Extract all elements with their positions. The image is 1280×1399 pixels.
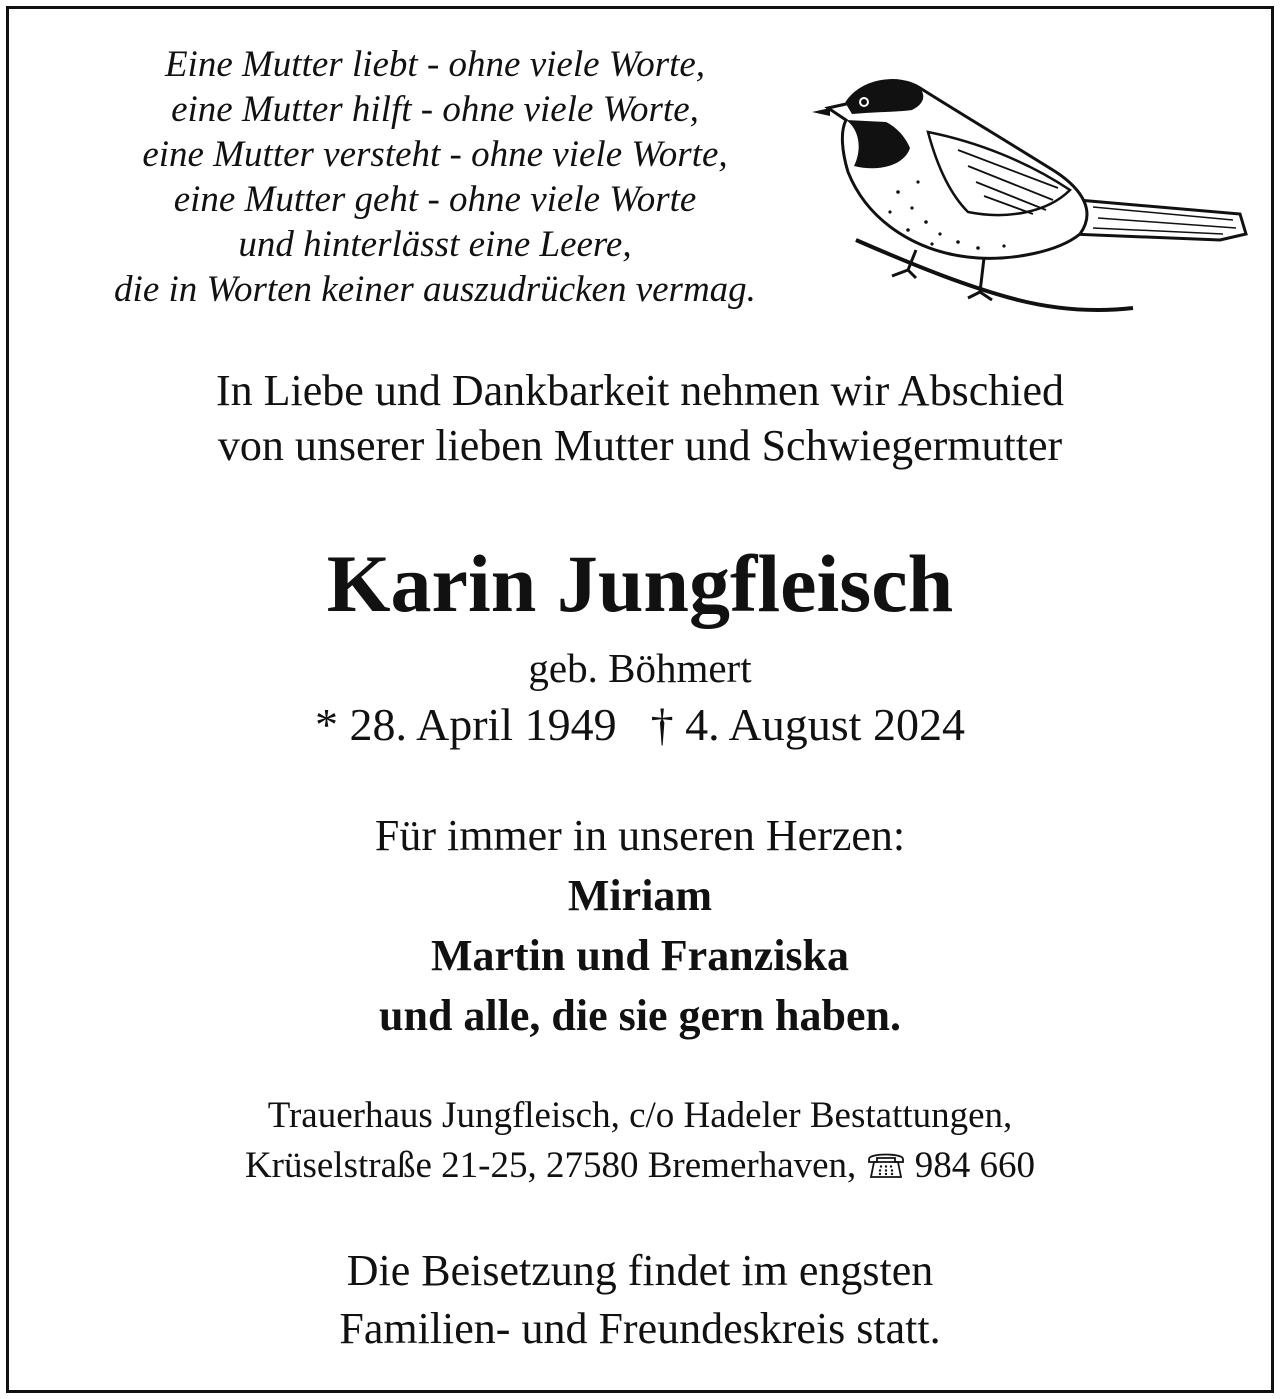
telephone-icon bbox=[866, 1150, 906, 1180]
life-dates bbox=[0, 697, 1280, 753]
poem bbox=[20, 42, 850, 312]
street-city: Krüselstraße 21-25, 27580 Bremerhaven, bbox=[244, 1145, 857, 1186]
mourners-list bbox=[0, 866, 1280, 1046]
poem-line: und hinterlässt eine Leere, bbox=[238, 224, 632, 265]
poem-line: eine Mutter versteht - ohne viele Worte, bbox=[142, 134, 728, 175]
poem-line: eine Mutter geht - ohne viele Worte bbox=[173, 179, 697, 220]
intro-line: In Liebe und Dankbarkeit nehmen wir Abschied bbox=[216, 366, 1064, 415]
poem-line: die in Worten keiner auszudrücken vermag. bbox=[114, 269, 756, 310]
burial-notice bbox=[0, 1242, 1280, 1358]
address-line: Trauerhaus Jungfleisch, c/o Hadeler Bestattungen, bbox=[267, 1095, 1013, 1136]
deceased-name: Karin Jungfleisch bbox=[326, 538, 954, 629]
address-line-2 bbox=[0, 1141, 1280, 1191]
birth-date: * 28. April 1949 bbox=[315, 699, 617, 750]
poem-line: Eine Mutter liebt - ohne viele Worte, bbox=[164, 44, 706, 85]
mourner-line: und alle, die sie gern haben. bbox=[379, 991, 901, 1040]
intro-text bbox=[0, 363, 1280, 473]
burial-line: Die Beisetzung findet im engsten bbox=[346, 1246, 934, 1295]
mourner-line: Miriam bbox=[567, 871, 713, 920]
death-date: † 4. August 2024 bbox=[650, 699, 965, 750]
intro-line: von unserer lieben Mutter und Schwiegermutter bbox=[217, 421, 1063, 470]
birth-name: geb. Böhmert bbox=[528, 645, 752, 691]
phone-number: 984 660 bbox=[914, 1145, 1036, 1186]
funeral-home-address bbox=[0, 1091, 1280, 1191]
mourner-line: Martin und Franziska bbox=[430, 931, 850, 980]
mourners-heading: Für immer in unseren Herzen: bbox=[374, 811, 906, 860]
bird-icon bbox=[808, 62, 1252, 320]
poem-line: eine Mutter hilft - ohne viele Worte, bbox=[171, 89, 699, 130]
burial-line: Familien- und Freundeskreis statt. bbox=[339, 1304, 941, 1353]
